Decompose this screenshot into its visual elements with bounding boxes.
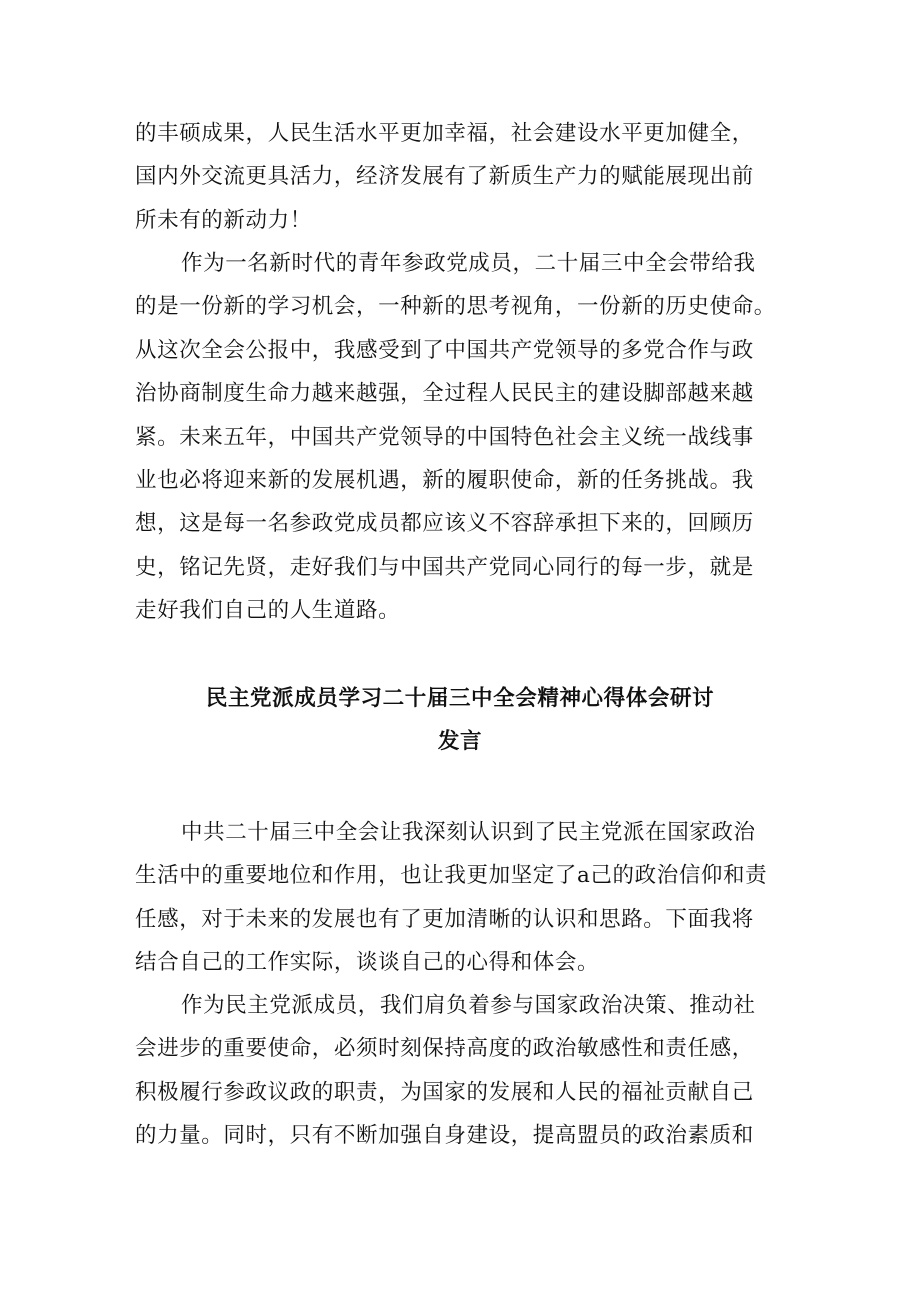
text-line: 作为民主党派成员，我们肩负着参与国家政治决策、推动社 (181, 993, 756, 1018)
paragraph-youth-member (135, 242, 795, 633)
text-line: 的丰硕成果，人民生活水平更加幸福，社会建设水平更加健全， (135, 121, 754, 146)
text-line: 会进步的重要使命，必须时刻保持高度的政治敏感性和责任感， (135, 1036, 754, 1062)
text-line: 紧。未来五年，中国共产党领导的中国特色社会主义统一战线事 (135, 424, 754, 450)
paragraph-mission (135, 984, 795, 1158)
text-line: 积极履行参政议政的职责，为国家的发展和人民的福祉贡献自己 (135, 1079, 754, 1105)
text-line: 任感，对于未来的发展也有了更加清晰的认识和思路。下面我将 (135, 906, 754, 932)
text-line: 的是一份新的学习机会，一种新的思考视角，一份新的历史使命。 (135, 294, 776, 320)
text-line: 作为一名新时代的青年参政党成员，二十届三中全会带给我 (181, 251, 756, 276)
text-line: 的力量。同时，只有不断加强自身建设，提高盟员的政治素质和 (135, 1123, 754, 1149)
continuation-paragraph (135, 112, 795, 242)
text-line: 结合自己的工作实际，谈谈自己的心得和体会。 (135, 950, 600, 976)
paragraph-intro (135, 811, 795, 985)
text-line: 生活中的重要地位和作用，也让我更加坚定了a己的政治信仰和责 (135, 863, 768, 889)
text-line: 走好我们自己的人生道路。 (135, 598, 401, 624)
text-line: 所未有的新动力！ (135, 207, 312, 233)
text-line: 治协商制度生命力越来越强，全过程人民民主的建设脚部越来越 (135, 381, 754, 407)
text-line: 业也必将迎来新的发展机遇，新的履职使命，新的任务挑战。我 (135, 468, 754, 494)
text-line: 想，这是每一名参政党成员都应该义不容辞承担下来的，回顾历 (135, 511, 754, 537)
article-title-line-2: 发言 (437, 729, 483, 754)
article-title-line-1: 民主党派成员学习二十届三中全会精神心得体会研讨 (205, 686, 715, 711)
text-line: 史，铭记先贤，走好我们与中国共产党同心同行的每一步，就是 (135, 554, 754, 580)
text-line: 国内外交流更具活力，经济发展有了新质生产力的赋能展现出前 (135, 164, 754, 190)
text-line: 中共二十届三中全会让我深刻认识到了民主党派在国家政治 (181, 820, 756, 845)
text-line: 从这次全会公报中，我感受到了中国共产党领导的多党合作与政 (135, 337, 754, 363)
